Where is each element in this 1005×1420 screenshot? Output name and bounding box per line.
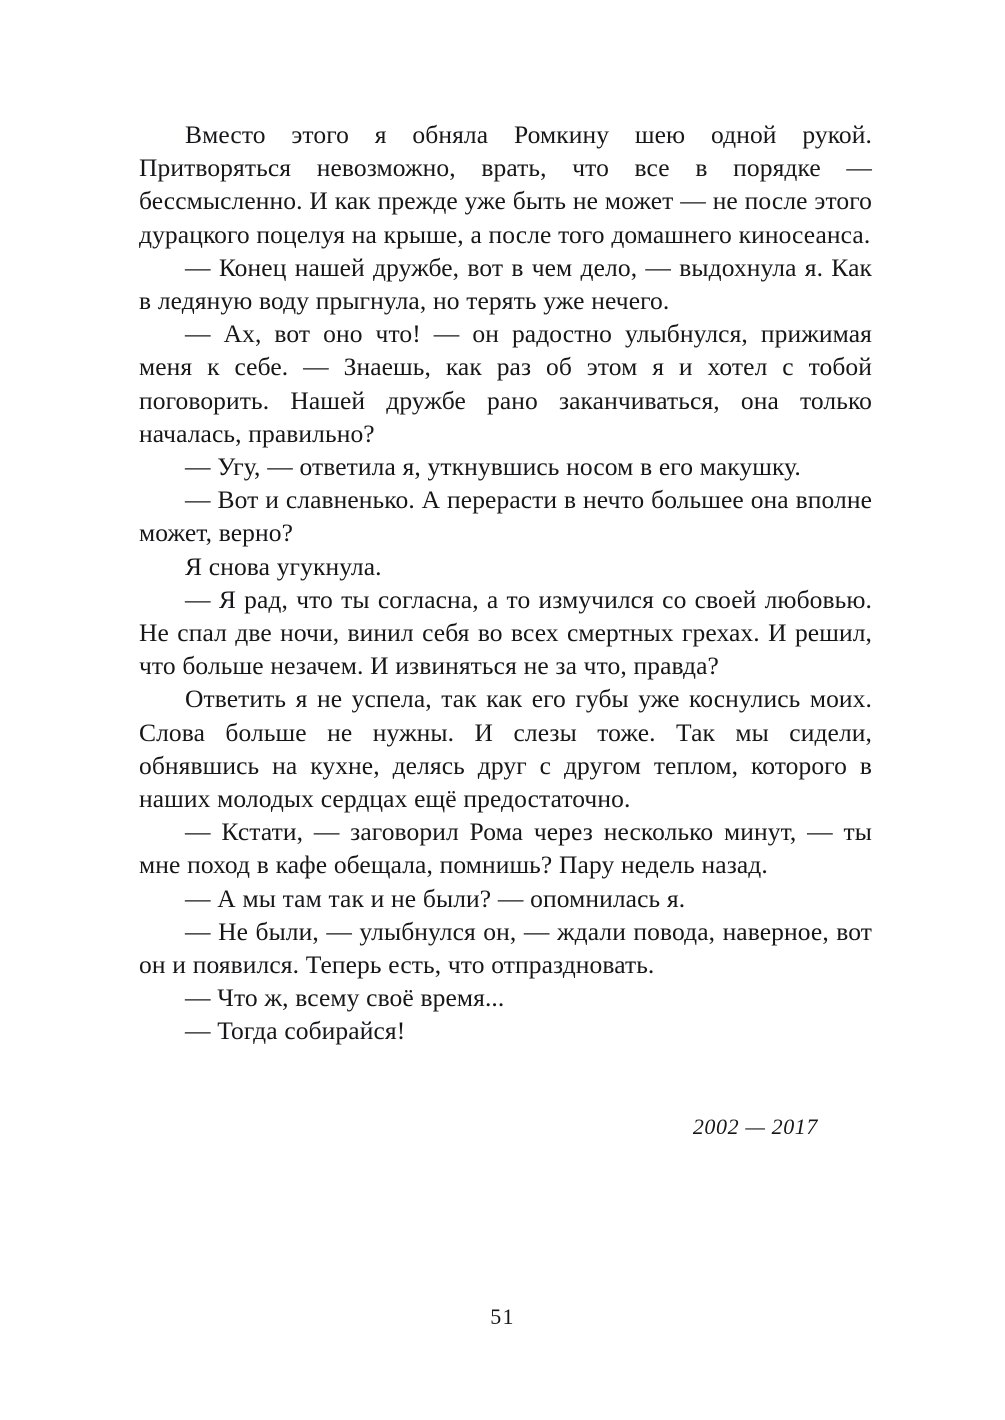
paragraph: Вместо этого я обняла Ромкину шею одной рукой. Притворяться невозможно, врать, что все в порядке — бессмысленно. И как прежде уже быть не может — не после этого дурацкого поцелуя на крыше, а после того домашнего киносеанса. [139,120,872,249]
paragraph: — А мы там так и не были? — опомнилась я. [185,883,686,913]
paragraph: — Кстати, — заговорил Рома через несколько минут, — ты мне поход в кафе обещала, помнишь? Пару недель назад. [139,817,872,880]
paragraph: Ответить я не успела, так как его губы уже коснулись моих. Слова больше не нужны. И слезы тоже. Так мы сидели, обнявшись на кухне, делясь друг с другом теплом, которого в наших молодых сердцах ещё предостаточно. [139,684,872,814]
dateline: 2002 — 2017 [692,1114,818,1139]
paragraph: — Не были, — улыбнулся он, — ждали повода, наверное, вот он и появился. Теперь есть, что отпраздновать. [139,916,872,980]
paragraph: — Тогда собирайся! [185,1016,406,1046]
paragraph: — Ах, вот оно что! — он радостно улыбнулся, прижимая меня к себе. — Знаешь, как раз об этом я и хотел с тобой поговорить. Нашей дружбе рано заканчиваться, она только началась, правильно? [139,319,872,448]
page-text-body [139,118,872,1048]
paragraph: — Конец нашей дружбе, вот в чем дело, — выдохнула я. Как в ледяную воду прыгнула, но терять уже нечего. [139,252,872,316]
page-number: 51 [490,1304,515,1329]
paragraph: — Угу, — ответила я, уткнувшись носом в его макушку. [185,452,801,482]
paragraph: — Вот и славненько. А перерасти в нечто большее она вполне может, верно? [139,485,872,548]
paragraph: — Я рад, что ты согласна, а то измучился со своей любовью. Не спал две ночи, винил себя во всех смертных грехах. И решил, что больше незачем. И извиняться не за что, правда? [139,584,872,681]
paragraph: Я снова угукнула. [185,551,382,581]
paragraph: — Что ж, всему своё время... [185,983,505,1013]
